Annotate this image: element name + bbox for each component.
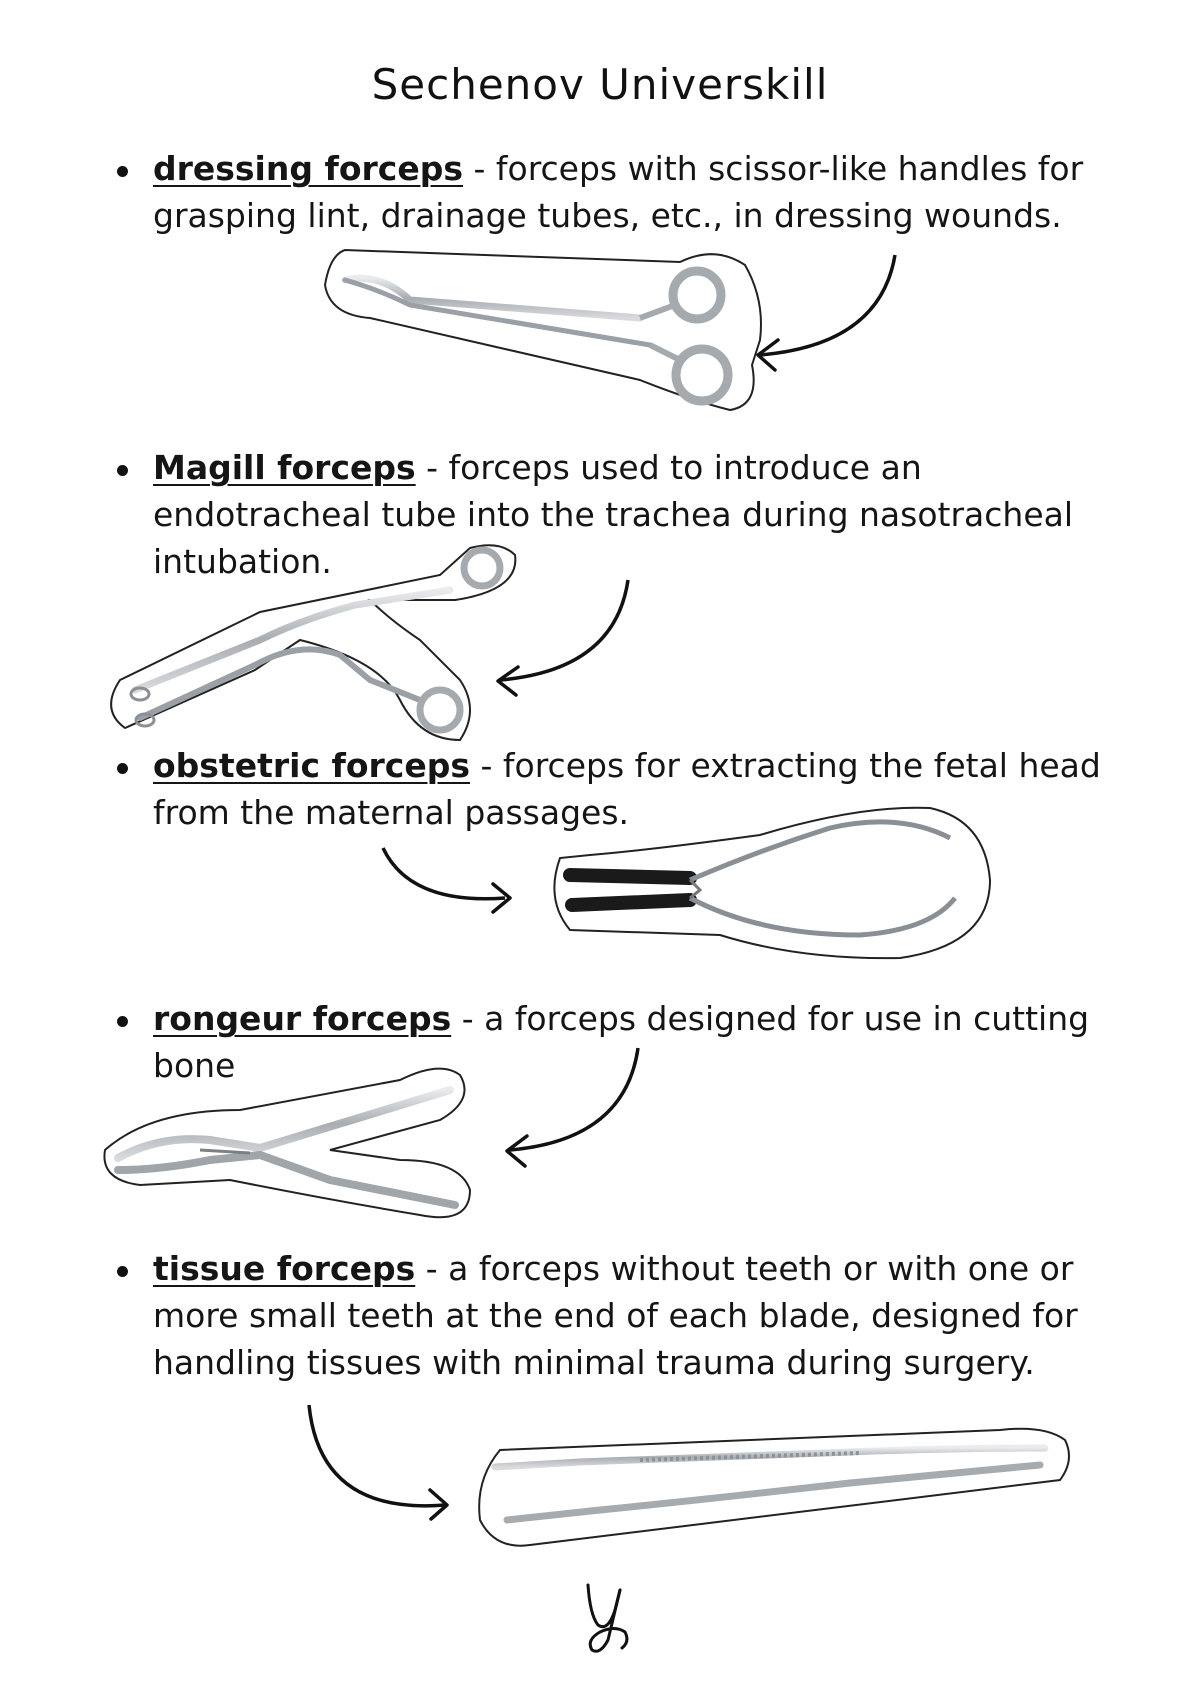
tissue-forceps-icon bbox=[479, 1429, 1069, 1546]
dressing-forceps-icon bbox=[325, 250, 761, 410]
arrow-icon bbox=[500, 580, 628, 680]
arrow-icon bbox=[760, 255, 895, 355]
page-title: Sechenov Universkill bbox=[371, 60, 829, 102]
entry-term: rongeur forceps bbox=[153, 999, 452, 1038]
entry-definition: - forceps used to introduce an endotracheal tube into the trachea during nasotracheal intubation. bbox=[153, 448, 1074, 581]
entry-definition: - a forceps designed for use in cutting bone bbox=[153, 999, 1090, 1085]
entry-term: dressing forceps bbox=[153, 149, 463, 188]
entry-term: Magill forceps bbox=[153, 448, 416, 487]
arrow-icon bbox=[383, 848, 505, 899]
entry-definition: - forceps for extracting the fetal head from the maternal passages. bbox=[153, 746, 1101, 832]
arrow-icon bbox=[309, 1405, 445, 1506]
logo-icon bbox=[588, 1585, 627, 1651]
obstetric-forceps-icon bbox=[554, 808, 990, 958]
magill-forceps-icon bbox=[111, 545, 515, 740]
arrowhead-icon bbox=[498, 667, 518, 695]
entry-definition: - forceps with scissor-like handles for grasping lint, drainage tubes, etc., in dressing wounds. bbox=[153, 149, 1084, 235]
rongeur-forceps-icon bbox=[104, 1069, 470, 1218]
entry-term: tissue forceps bbox=[153, 1249, 416, 1288]
entry-definition: - a forceps without teeth or with one or more small teeth at the end of each blade, designed for handling tissues with minimal trauma during surgery. bbox=[153, 1249, 1078, 1382]
arrow-icon bbox=[510, 1048, 638, 1150]
entry-term: obstetric forceps bbox=[153, 746, 471, 785]
